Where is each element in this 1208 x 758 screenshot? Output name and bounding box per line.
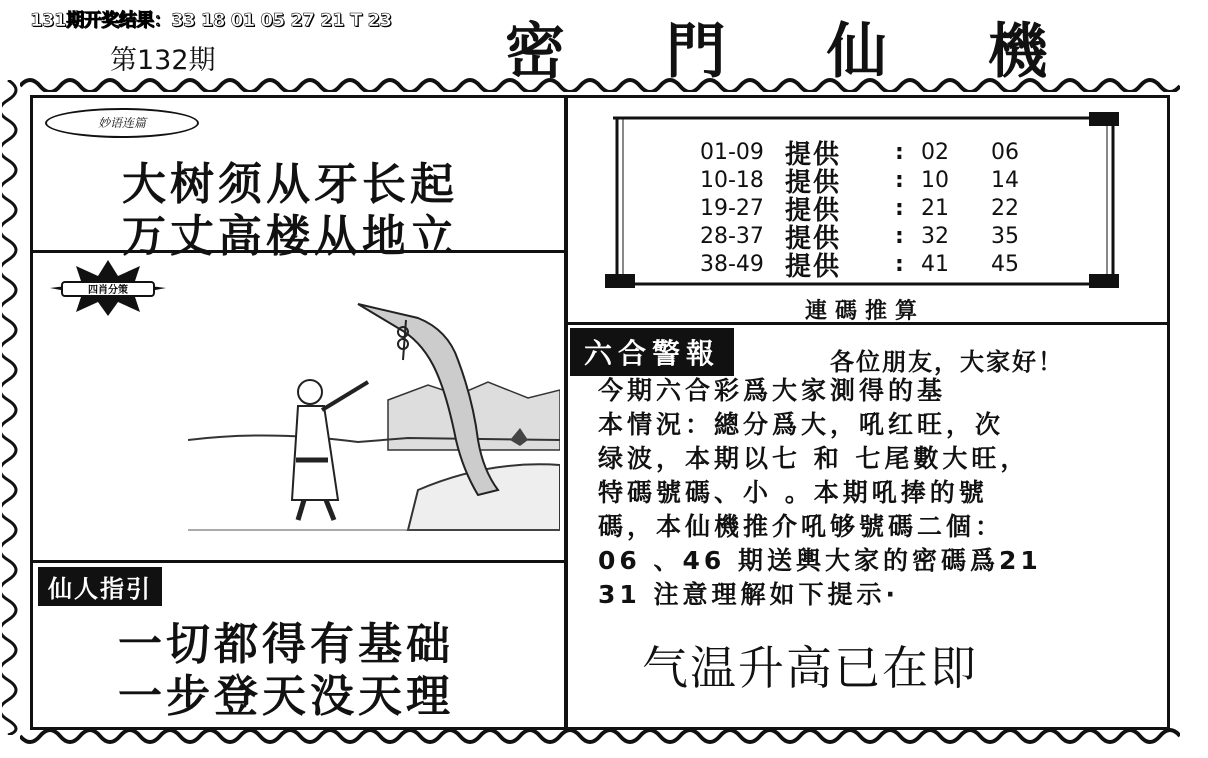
alert-line: 今期六合彩爲大家測得的基 <box>598 376 947 405</box>
range: 38-49 <box>700 251 764 277</box>
provide-label: 提供 <box>785 195 842 226</box>
poem-line-1: 大树须从牙长起 <box>122 159 458 210</box>
number-a: 10 <box>921 167 949 193</box>
range: 10-18 <box>700 167 764 193</box>
number-b: 22 <box>991 195 1019 221</box>
scroll-border-left <box>2 80 26 735</box>
alert-line: 06 、46 期送輿大家的密碼爲21 <box>598 546 1042 575</box>
provide-label: 提供 <box>785 251 842 282</box>
issue-number: 第132期 <box>110 45 216 76</box>
alert-label: 六合警報 <box>570 328 734 376</box>
guide-line-1: 一切都得有基础 <box>118 619 454 670</box>
illustration-scene <box>188 290 560 540</box>
number-b: 06 <box>991 139 1019 165</box>
svg-text:四肖分策: 四肖分策 <box>88 285 128 296</box>
left-divider-2 <box>30 560 566 563</box>
colon: : <box>895 251 904 277</box>
range: 28-37 <box>700 223 764 249</box>
poem-line-2: 万丈高楼从地立 <box>122 211 458 262</box>
last-result: 131期开奖结果：33 18 01 05 27 21 T 23 <box>30 10 392 31</box>
calc-label: 連碼推算 <box>805 299 926 324</box>
provide-label: 提供 <box>785 139 842 170</box>
guide-line-2: 一步登天没天理 <box>118 671 454 722</box>
number-a: 02 <box>921 139 949 165</box>
provide-label: 提供 <box>785 167 842 198</box>
range: 01-09 <box>700 139 764 165</box>
colon: : <box>895 139 904 165</box>
greeting: 各位朋友，大家好！ <box>830 348 1064 376</box>
alert-line: 特碼號碼、小 。本期吼捧的號 <box>598 478 988 507</box>
guide-label: 仙人指引 <box>38 567 162 606</box>
number-b: 35 <box>991 223 1019 249</box>
center-divider <box>564 95 568 730</box>
section-badge: 妙语连篇 <box>45 108 199 138</box>
number-b: 45 <box>991 251 1019 277</box>
alert-paragraph <box>598 374 1138 612</box>
star-badge <box>48 258 168 318</box>
scroll-border-bottom <box>20 728 1180 748</box>
page-title: 密 門 仙 機 <box>505 17 1088 87</box>
alert-line: 31 注意理解如下提示· <box>598 580 899 609</box>
slogan: 气温升高已在即 <box>642 641 978 695</box>
alert-line: 绿波，本期以七 和 七尾數大旺， <box>598 444 1030 473</box>
number-a: 21 <box>921 195 949 221</box>
colon: : <box>895 195 904 221</box>
alert-line: 碼，本仙機推介吼够號碼二個： <box>598 512 1005 541</box>
scroll-border-top <box>20 72 1180 92</box>
number-a: 32 <box>921 223 949 249</box>
provide-label: 提供 <box>785 223 842 254</box>
number-b: 14 <box>991 167 1019 193</box>
number-row <box>700 250 1060 282</box>
alert-line: 本情況：總分爲大，吼红旺，次 <box>598 410 1005 439</box>
number-a: 41 <box>921 251 949 277</box>
colon: : <box>895 223 904 249</box>
colon: : <box>895 167 904 193</box>
number-table <box>700 138 1060 282</box>
range: 19-27 <box>700 195 764 221</box>
